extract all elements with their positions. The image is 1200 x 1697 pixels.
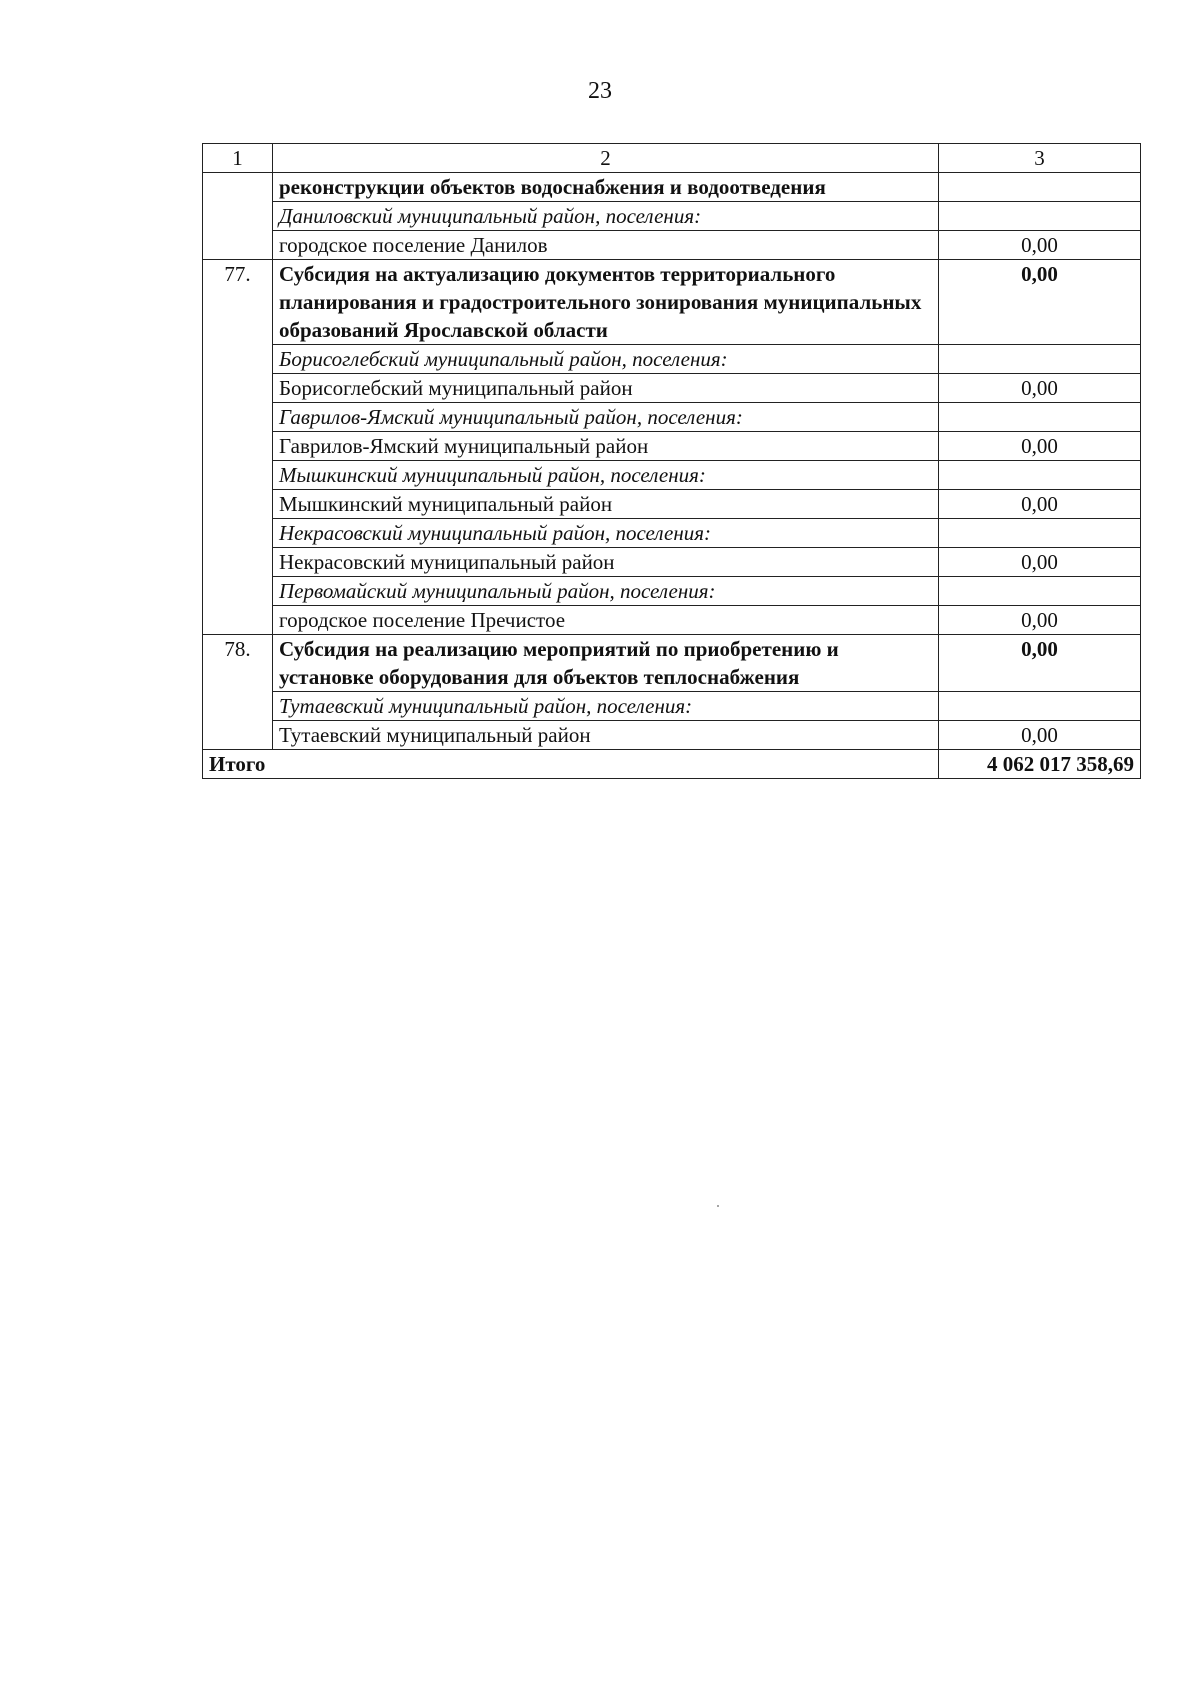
amount-cell [939, 461, 1141, 490]
amount-cell [939, 345, 1141, 374]
recipient-name: городское поселение Данилов [273, 231, 939, 260]
amount-cell [939, 173, 1141, 202]
table-body [203, 144, 1141, 779]
table-row [203, 202, 1141, 231]
table-row [203, 721, 1141, 750]
recipient-name: Некрасовский муниципальный район [273, 548, 939, 577]
district-subheading: Гаврилов-Ямский муниципальный район, поселения: [273, 403, 939, 432]
page-number: 23 [588, 78, 612, 104]
total-label: Итого [203, 750, 939, 779]
amount-cell: 0,00 [939, 260, 1141, 345]
subsidy-title: Субсидия на актуализацию документов территориального планирования и градостроительного зонирования муниципальных образований Ярославской области [273, 260, 939, 345]
column-number-3: 3 [939, 144, 1141, 173]
recipient-name: Мышкинский муниципальный район [273, 490, 939, 519]
district-subheading: Тутаевский муниципальный район, поселения: [273, 692, 939, 721]
table-row [203, 374, 1141, 403]
district-subheading: Даниловский муниципальный район, поселения: [273, 202, 939, 231]
amount-cell: 0,00 [939, 548, 1141, 577]
amount-cell [939, 577, 1141, 606]
item-number: 78. [203, 635, 273, 750]
district-subheading: Первомайский муниципальный район, поселения: [273, 577, 939, 606]
table-row [203, 432, 1141, 461]
table-row [203, 519, 1141, 548]
district-subheading: Некрасовский муниципальный район, поселения: [273, 519, 939, 548]
amount-cell [939, 519, 1141, 548]
table-row [203, 403, 1141, 432]
table-row [203, 692, 1141, 721]
table-header-row [203, 144, 1141, 173]
amount-cell [939, 202, 1141, 231]
item-number: 77. [203, 260, 273, 635]
amount-cell: 0,00 [939, 432, 1141, 461]
amount-cell [939, 403, 1141, 432]
table-row [203, 345, 1141, 374]
table-row [203, 635, 1141, 692]
subsidy-title: Субсидия на реализацию мероприятий по приобретению и установке оборудования для объектов теплоснабжения [273, 635, 939, 692]
table-row [203, 260, 1141, 345]
recipient-name: Борисоглебский муниципальный район [273, 374, 939, 403]
table-row [203, 490, 1141, 519]
amount-cell: 0,00 [939, 490, 1141, 519]
recipient-name: городское поселение Пречистое [273, 606, 939, 635]
amount-cell: 0,00 [939, 635, 1141, 692]
district-subheading: Мышкинский муниципальный район, поселения: [273, 461, 939, 490]
subsidy-table [202, 143, 1141, 779]
district-subheading: Борисоглебский муниципальный район, поселения: [273, 345, 939, 374]
total-value: 4 062 017 358,69 [939, 750, 1141, 779]
table-row [203, 173, 1141, 202]
recipient-name: Гаврилов-Ямский муниципальный район [273, 432, 939, 461]
scan-speck [717, 1205, 719, 1207]
item-number [203, 173, 273, 260]
table-row [203, 577, 1141, 606]
column-number-2: 2 [273, 144, 939, 173]
table-row [203, 231, 1141, 260]
recipient-name: Тутаевский муниципальный район [273, 721, 939, 750]
total-row [203, 750, 1141, 779]
table-row [203, 548, 1141, 577]
amount-cell: 0,00 [939, 374, 1141, 403]
amount-cell: 0,00 [939, 606, 1141, 635]
amount-cell: 0,00 [939, 231, 1141, 260]
amount-cell: 0,00 [939, 721, 1141, 750]
subsidy-title: реконструкции объектов водоснабжения и водоотведения [273, 173, 939, 202]
amount-cell [939, 692, 1141, 721]
table-row [203, 606, 1141, 635]
column-number-1: 1 [203, 144, 273, 173]
table-row [203, 461, 1141, 490]
